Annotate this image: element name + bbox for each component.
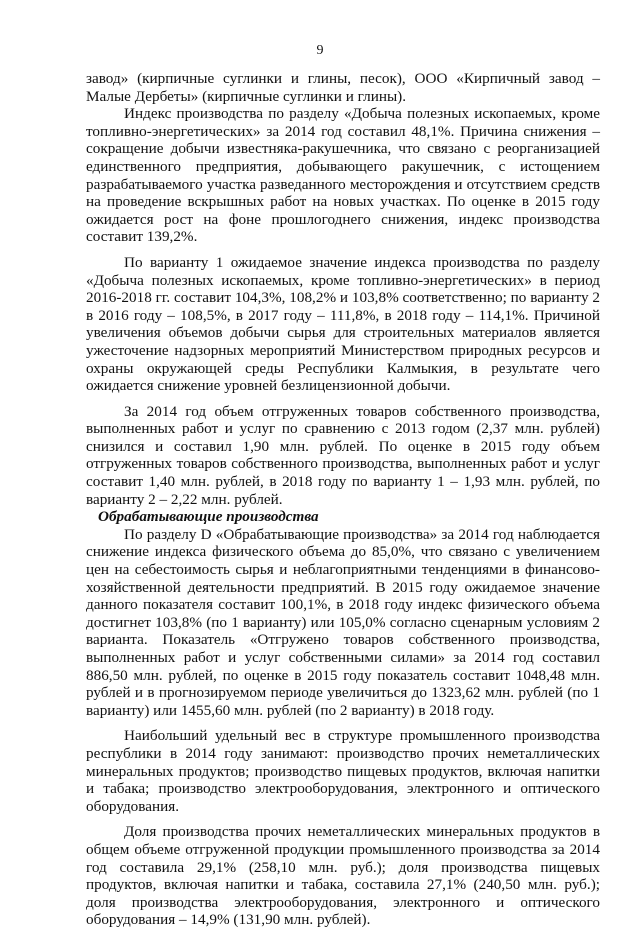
document-body bbox=[86, 70, 600, 929]
paragraph-7: Доля производства прочих неметаллических минеральных продуктов в общем объеме отгруженной продукции промышленного производства за 2014 год составила 29,1% (258,10 млн. руб.); доля производства пищевых продуктов, включая напитки и табака, составила 27,1% (240,50 млн. руб.); доля производства электрооборудования, электронного и оптического оборудования – 14,9% (131,90 млн. рублей). bbox=[86, 823, 600, 929]
paragraph-6: Наибольший удельный вес в структуре промышленного производства республики в 2014 году занимают: производство прочих неметаллических минеральных продуктов; производство пищевых продуктов, включая напитки и табака; производство электрооборудования, электронного и оптического оборудования. bbox=[86, 727, 600, 815]
paragraph-1: завод» (кирпичные суглинки и глины, песок), ООО «Кирпичный завод – Малые Дербеты» (кирпичные суглинки и глины). bbox=[86, 70, 600, 105]
paragraph-2: Индекс производства по разделу «Добыча полезных ископаемых, кроме топливно-энергетических» за 2014 год составил 48,1%. Причина снижения – сокращение добычи известняка-ракушечника, что связано с реорганизацией единственного предприятия, добывающего ракушечник, с истощением разрабатываемого участка разведанного месторождения и отсутствием средств на проведение вскрышных работ на новых участках. По оценке в 2015 году ожидается рост на фоне прошлогоднего снижения, индекс производства составит 139,2%. bbox=[86, 105, 600, 246]
paragraph-4: За 2014 год объем отгруженных товаров собственного производства, выполненных работ и услуг по сравнению с 2013 годом (2,37 млн. рублей) снизился и составил 1,90 млн. рублей. По оценке в 2015 году объем отгруженных товаров собственного производства, выполненных работ и услуг составит 1,40 млн. рублей, в 2018 году по варианту 1 – 1,93 млн. рублей, по варианту 2 – 2,22 млн. рублей. bbox=[86, 402, 600, 508]
paragraph-5: По разделу D «Обрабатывающие производства» за 2014 год наблюдается снижение индекса физического объема до 85,0%, что связано с увеличением цен на себестоимость сырья и неблагоприятными тенденциями в финансово-хозяйственной деятельности предприятий. В 2015 году ожидаемое значение данного показателя составит 100,1%, в 2018 году индекс физического объема достигнет 103,8% (по 1 варианту) или 105,0% согласно сценарным условиям 2 варианта. Показатель «Отгружено товаров собственного производства, выполненных работ и услуг собственными силами» за 2014 год составил 886,50 млн. рублей, по оценке в 2015 году показатель составит 1048,48 млн. рублей и в прогнозируемом периоде увеличиться до 1323,62 млн. рублей (по 1 варианту) или 1455,60 млн. рублей (по 2 варианту) в 2018 году. bbox=[86, 525, 600, 719]
page-number: 9 bbox=[316, 43, 324, 58]
section-heading: Обрабатывающие производства bbox=[98, 508, 319, 526]
paragraph-3: По варианту 1 ожидаемое значение индекса производства по разделу «Добыча полезных ископаемых, кроме топливно-энергетических» в период 2016-2018 гг. составит 104,3%, 108,2% и 103,8% соответственно; по варианту 2 в 2016 году – 108,5%, в 2017 году – 111,8%, в 2018 году – 114,1%. Причиной увеличения объемов добычи сырья для строительных материалов является ужесточение надзорных мероприятий Министерством природных ресурсов и охраны окружающей среды Республики Калмыкия, в результате чего ожидается снижение уровней безлицензионной добычи. bbox=[86, 253, 600, 395]
